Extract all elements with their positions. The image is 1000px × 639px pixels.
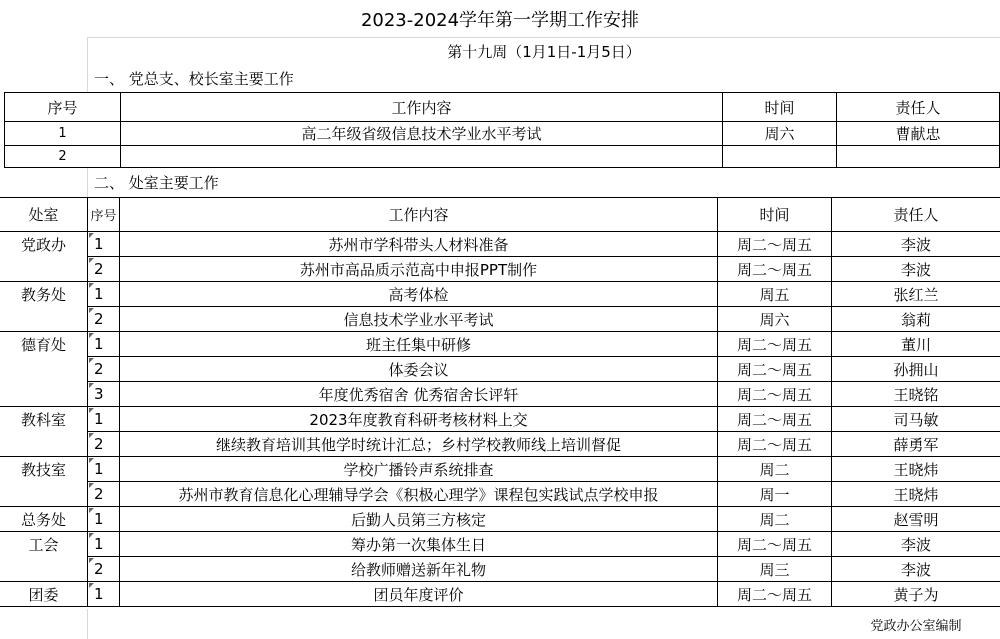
table-row: [0, 257, 1000, 282]
row-dept[interactable]: [0, 382, 88, 407]
row-owner[interactable]: 赵雪明: [832, 507, 1000, 532]
row-dept[interactable]: 教务处: [0, 282, 88, 307]
row-owner[interactable]: 李波: [832, 232, 1000, 257]
table-row: [0, 382, 1000, 407]
row-no[interactable]: [88, 457, 120, 482]
row-time[interactable]: 周二: [718, 507, 832, 532]
row-time[interactable]: 周二～周五: [718, 232, 832, 257]
section2-heading-row: [0, 168, 1000, 197]
row-time[interactable]: 周二～周五: [718, 257, 832, 282]
row-owner[interactable]: 张红兰: [832, 282, 1000, 307]
row-owner[interactable]: 王晓炜: [832, 482, 1000, 507]
table-row: [0, 507, 1000, 532]
row-no[interactable]: [88, 482, 120, 507]
row-owner[interactable]: 翁莉: [832, 307, 1000, 332]
row-dept[interactable]: 工会: [0, 532, 88, 557]
col-header-time: 时间: [723, 93, 837, 121]
row-content[interactable]: 班主任集中研修: [120, 332, 718, 357]
comment-marker-icon: [89, 458, 94, 463]
row-dept[interactable]: 教科室: [0, 407, 88, 432]
row-content[interactable]: 苏州市学科带头人材料准备: [120, 232, 718, 257]
row-no-text: 1: [94, 410, 104, 428]
row-no[interactable]: [88, 357, 120, 382]
col-header-content: 工作内容: [120, 198, 718, 231]
row-dept[interactable]: [0, 257, 88, 282]
row-dept[interactable]: [0, 432, 88, 457]
row-no-text: 1: [94, 585, 104, 603]
comment-marker-icon: [89, 483, 94, 488]
row-owner[interactable]: 李波: [832, 557, 1000, 582]
row-no[interactable]: [88, 532, 120, 557]
row-no-text: 1: [94, 535, 104, 553]
table-row: [0, 557, 1000, 582]
row-dept[interactable]: [0, 307, 88, 332]
row-no[interactable]: 2: [5, 146, 121, 167]
row-no[interactable]: [88, 307, 120, 332]
row-dept[interactable]: 团委: [0, 582, 88, 607]
row-owner[interactable]: 曹献忠: [895, 125, 941, 143]
table-row: [0, 457, 1000, 482]
comment-marker-icon: [89, 533, 94, 538]
row-owner[interactable]: 董川: [832, 332, 1000, 357]
row-owner[interactable]: 李波: [832, 257, 1000, 282]
comment-marker-icon: [89, 508, 94, 513]
col-header-content: 工作内容: [121, 93, 723, 121]
row-no-text: 3: [94, 385, 104, 403]
footer-note: 党政办公室编制: [870, 618, 962, 634]
row-no[interactable]: [88, 582, 120, 607]
row-no[interactable]: [88, 407, 120, 432]
row-time[interactable]: 周二: [718, 457, 832, 482]
row-owner[interactable]: 李波: [832, 532, 1000, 557]
row-content[interactable]: [121, 146, 723, 167]
comment-marker-icon: [89, 358, 94, 363]
row-content[interactable]: 后勤人员第三方核定: [120, 507, 718, 532]
row-content[interactable]: 苏州市教育信息化心理辅导学会《积极心理学》课程包实践试点学校申报: [120, 482, 718, 507]
row-time[interactable]: 周六: [718, 307, 832, 332]
section1-table: [4, 92, 1000, 168]
empty-cell[interactable]: [0, 37, 88, 65]
row-no-text: 1: [94, 285, 104, 303]
row-dept[interactable]: 教技室: [0, 457, 88, 482]
table-row: [5, 122, 999, 146]
comment-marker-icon: [89, 333, 94, 338]
row-owner[interactable]: 司马敏: [832, 407, 1000, 432]
col-header-no: 序号: [5, 93, 121, 121]
table-row: [0, 482, 1000, 507]
row-no-text: 2: [94, 435, 104, 453]
row-no[interactable]: 1: [5, 122, 121, 145]
row-content[interactable]: 给教师赠送新年礼物: [120, 557, 718, 582]
row-time[interactable]: 周六: [723, 122, 837, 145]
row-no[interactable]: [88, 507, 120, 532]
row-dept[interactable]: 党政办: [0, 232, 88, 257]
row-no[interactable]: [88, 232, 120, 257]
table-row: [0, 332, 1000, 357]
row-time[interactable]: 周三: [718, 557, 832, 582]
row-content[interactable]: 高考体检: [120, 282, 718, 307]
row-owner[interactable]: 王晓铭: [832, 382, 1000, 407]
row-time[interactable]: 周二～周五: [718, 332, 832, 357]
table-row: [0, 357, 1000, 382]
row-no-text: 2: [94, 485, 104, 503]
row-content[interactable]: 信息技术学业水平考试: [120, 307, 718, 332]
row-dept[interactable]: [0, 557, 88, 582]
col-header-owner: 责任人: [893, 206, 939, 224]
row-time[interactable]: 周二～周五: [718, 382, 832, 407]
row-time[interactable]: 周五: [718, 282, 832, 307]
row-time[interactable]: 周二～周五: [718, 407, 832, 432]
empty-cell[interactable]: [0, 609, 88, 639]
row-content[interactable]: 继续教育培训其他学时统计汇总；乡村学校教师线上培训督促: [120, 432, 718, 457]
row-content[interactable]: 体委会议: [120, 357, 718, 382]
empty-cell[interactable]: [0, 168, 88, 197]
table-row: [0, 532, 1000, 557]
row-content[interactable]: 高二年级省级信息技术学业水平考试: [121, 122, 723, 145]
row-no-text: 1: [94, 235, 104, 253]
footer-row: [0, 609, 1000, 639]
sheet-title: 2023-2024学年第一学期工作安排: [360, 9, 640, 31]
week-label: 第十九周（1月1日-1月5日）: [88, 37, 1000, 65]
row-owner[interactable]: 孙拥山: [832, 357, 1000, 382]
comment-marker-icon: [89, 408, 94, 413]
row-content[interactable]: 团员年度评价: [120, 582, 718, 607]
table-row: [0, 282, 1000, 307]
table-row: [0, 582, 1000, 607]
comment-marker-icon: [89, 383, 94, 388]
row-owner[interactable]: [837, 146, 999, 167]
row-no-text: 1: [94, 460, 104, 478]
row-content[interactable]: 苏州市高品质示范高中申报PPT制作: [120, 257, 718, 282]
section1-heading-row: [0, 65, 1000, 92]
row-time[interactable]: 周一: [718, 482, 832, 507]
row-no-text: 1: [94, 335, 104, 353]
title-row: [0, 0, 1000, 37]
row-dept[interactable]: [0, 357, 88, 382]
row-time[interactable]: 周二～周五: [718, 357, 832, 382]
row-no[interactable]: [88, 557, 120, 582]
row-time[interactable]: 周二～周五: [718, 432, 832, 457]
comment-marker-icon: [89, 308, 94, 313]
row-dept[interactable]: [0, 482, 88, 507]
row-no-text: 2: [94, 560, 104, 578]
row-time[interactable]: [723, 146, 837, 167]
week-row: [0, 37, 1000, 65]
row-no[interactable]: [88, 257, 120, 282]
row-owner[interactable]: 王晓炜: [832, 457, 1000, 482]
comment-marker-icon: [89, 283, 94, 288]
row-no-text: 2: [94, 360, 104, 378]
col-header-dept: 处室: [0, 198, 88, 231]
col-header-time: 时间: [718, 198, 832, 231]
table-row: [0, 232, 1000, 257]
col-header-owner: 责任人: [895, 98, 941, 117]
row-no-text: 2: [94, 310, 104, 328]
row-no-text: 2: [94, 260, 104, 278]
comment-marker-icon: [89, 558, 94, 563]
table-row: [5, 146, 999, 167]
row-dept[interactable]: 总务处: [0, 507, 88, 532]
row-owner[interactable]: 黄子为: [832, 582, 1000, 607]
table-row: [0, 407, 1000, 432]
table-row: [0, 307, 1000, 332]
row-content[interactable]: 筹办第一次集体生日: [120, 532, 718, 557]
row-content[interactable]: 2023年度教育科研考核材料上交: [120, 407, 718, 432]
row-content[interactable]: 年度优秀宿舍 优秀宿舍长评轩: [120, 382, 718, 407]
row-no[interactable]: [88, 282, 120, 307]
section2-heading: 二、 处室主要工作: [94, 174, 219, 192]
row-dept[interactable]: 德育处: [0, 332, 88, 357]
section1-header-row: [5, 93, 999, 122]
row-time[interactable]: 周二～周五: [718, 582, 832, 607]
comment-marker-icon: [89, 433, 94, 438]
table-row: [0, 432, 1000, 457]
row-no[interactable]: [88, 332, 120, 357]
col-header-no: 序号: [88, 198, 120, 231]
comment-marker-icon: [89, 258, 94, 263]
section2-header-row: [0, 197, 1000, 232]
row-owner[interactable]: 薛勇军: [832, 432, 1000, 457]
row-no[interactable]: [88, 382, 120, 407]
row-content[interactable]: 学校广播铃声系统排查: [120, 457, 718, 482]
row-no-text: 1: [94, 510, 104, 528]
comment-marker-icon: [89, 583, 94, 588]
comment-marker-icon: [89, 233, 94, 238]
empty-cell[interactable]: [0, 65, 88, 92]
row-no[interactable]: [88, 432, 120, 457]
section1-heading: 一、 党总支、校长室主要工作: [94, 70, 294, 88]
row-time[interactable]: 周二～周五: [718, 532, 832, 557]
